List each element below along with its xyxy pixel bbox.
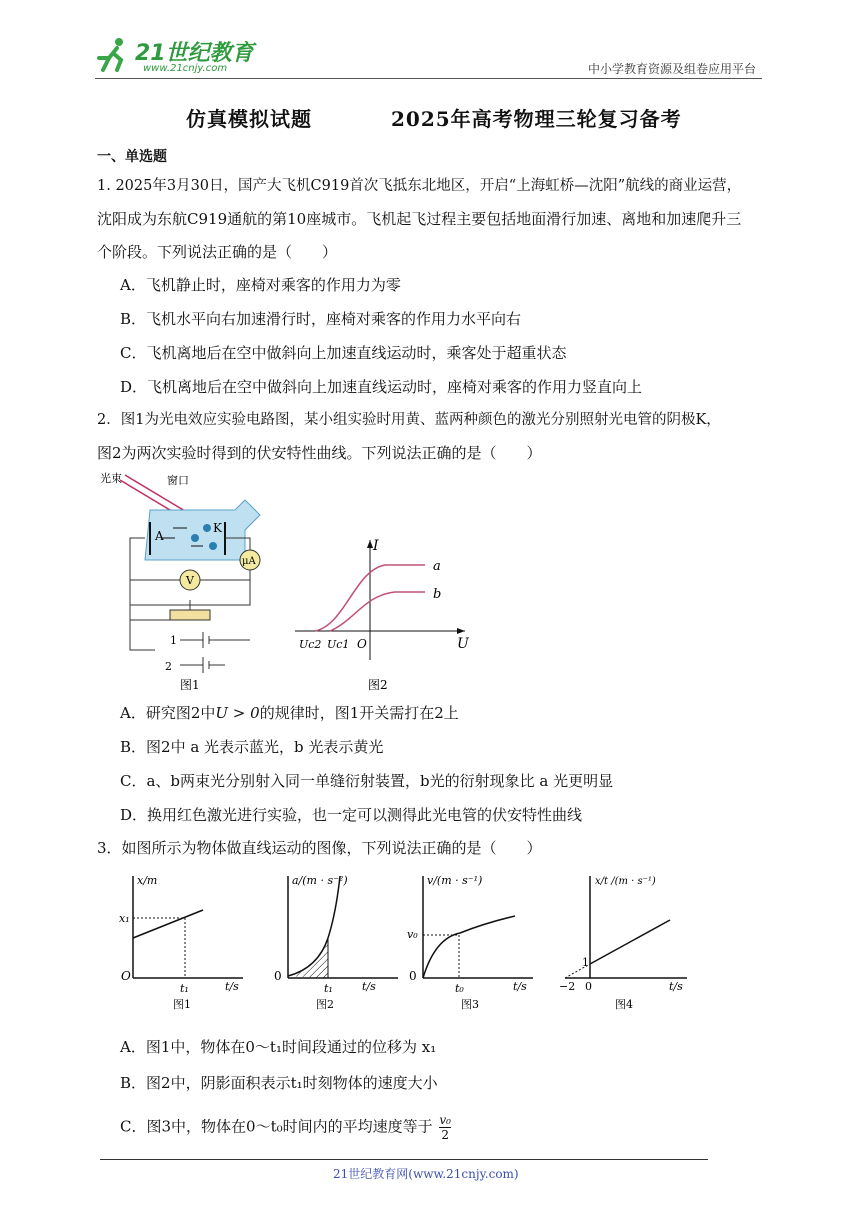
- uc2-label: Uc2: [299, 638, 322, 651]
- q1-line1: 1. 2025年3月30日，国产大飞机C919首次飞抵东北地区，开启“上海虹桥—沈阳”航线的商业运营，: [97, 178, 742, 194]
- title-right: 2025年高考物理三轮复习备考: [391, 107, 682, 131]
- q3-line1: 3．如图所示为物体做直线运动的图像，下列说法正确的是（ ）: [97, 839, 542, 857]
- q3-c-text: C．图3中，物体在0～t₀时间内的平均速度等于: [120, 1117, 433, 1136]
- g2-xlabel: t/s: [362, 980, 376, 993]
- cathode-label: K: [213, 521, 222, 535]
- g4-one: 1: [582, 956, 589, 969]
- q3-graph-2: [270, 868, 405, 1018]
- q2-option-b[interactable]: B．图2中 a 光表示蓝光，b 光表示黄光: [120, 738, 384, 756]
- q3-c-fraction: [439, 1113, 451, 1142]
- logo-name: 21世纪教育: [135, 41, 254, 66]
- g3-caption: 图3: [461, 998, 479, 1011]
- runner-icon: [95, 36, 135, 76]
- q2-iv-figure: [285, 530, 475, 695]
- window-label: 窗口: [167, 474, 189, 487]
- g1-xlabel: t/s: [225, 980, 239, 993]
- voltmeter-label: V: [186, 574, 194, 587]
- g1-t1: t₁: [180, 982, 189, 995]
- footer-text: 21世纪教育网(www.21cnjy.com): [333, 1167, 519, 1181]
- q3-option-c[interactable]: [120, 1113, 451, 1142]
- q2-line2: 图2为两次实验时得到的伏安特性曲线。下列说法正确的是（ ）: [97, 444, 542, 462]
- g3-v0: v₀: [407, 928, 418, 941]
- g3-xlabel: t/s: [513, 980, 527, 993]
- g3-t0: t₀: [455, 982, 464, 995]
- g3-ylabel: v/(m · s⁻¹): [427, 874, 483, 887]
- header-divider: [95, 78, 762, 79]
- q2-a-math: U > 0: [215, 704, 260, 722]
- q3-c-numerator: v₀: [439, 1113, 451, 1127]
- g2-caption: 图2: [316, 998, 334, 1011]
- g4-minus-two: −2: [559, 980, 576, 993]
- q3-graph-3: [405, 868, 545, 1018]
- origin-label: O: [357, 637, 367, 651]
- logo-url: www.21cnjy.com: [143, 63, 228, 74]
- q2-a-text-pre: A．研究图2中: [120, 704, 216, 722]
- switch-pos-2: 2: [165, 660, 172, 673]
- g1-caption: 图1: [173, 998, 191, 1011]
- q3-option-a[interactable]: A．图1中，物体在0～t₁时间段通过的位移为 x₁: [120, 1038, 437, 1056]
- q3-graph-4: [555, 868, 695, 1018]
- q2-a-text-post: 的规律时，图1开关需打在2上: [259, 704, 459, 722]
- q1-option-c[interactable]: C．飞机离地后在空中做斜向上加速直线运动时，乘客处于超重状态: [120, 344, 567, 362]
- q1-line2: 沈阳成为东航C919通航的第10座城市。飞机起飞过程主要包括地面滑行加速、离地和加速爬升三: [97, 210, 742, 228]
- curve-a-label: a: [433, 559, 441, 574]
- fig1-caption: 图1: [180, 678, 200, 692]
- u-axis-label: U: [457, 636, 469, 652]
- microammeter-label: μA: [242, 556, 256, 567]
- g1-x1: x₁: [119, 912, 130, 925]
- g4-origin: 0: [585, 980, 592, 993]
- q1-option-d[interactable]: D．飞机离地后在空中做斜向上加速直线运动时，座椅对乘客的作用力竖直向上: [120, 378, 643, 396]
- g4-xlabel: t/s: [669, 980, 683, 993]
- beam-label: 光束: [100, 472, 122, 485]
- platform-name: 中小学教育资源及组卷应用平台: [588, 62, 757, 76]
- footer-divider: [100, 1159, 708, 1160]
- fig2-caption: 图2: [368, 678, 388, 692]
- g4-ylabel: x/t /(m · s⁻¹): [595, 876, 656, 887]
- g2-t1: t₁: [324, 982, 333, 995]
- q1-option-b[interactable]: B．飞机水平向右加速滑行时，座椅对乘客的作用力水平向右: [120, 310, 522, 328]
- uc1-label: Uc1: [327, 638, 350, 651]
- q2-option-d[interactable]: D．换用红色激光进行实验，也一定可以测得此光电管的伏安特性曲线: [120, 806, 583, 824]
- section-heading: 一、单选题: [97, 149, 167, 165]
- switch-pos-1: 1: [170, 634, 177, 647]
- q2-line1: 2．图1为光电效应实验电路图，某小组实验时用黄、蓝两种颜色的激光分别照射光电管的阴极K，: [97, 412, 721, 428]
- q3-c-denominator: 2: [441, 1128, 449, 1142]
- q3-graph-1: [115, 868, 250, 1018]
- q2-circuit-figure: [95, 470, 270, 695]
- q3-option-b[interactable]: B．图2中，阴影面积表示t₁时刻物体的速度大小: [120, 1074, 438, 1092]
- q1-line3: 个阶段。下列说法正确的是（ ）: [97, 243, 338, 261]
- i-axis-label: I: [373, 538, 379, 554]
- g2-origin: 0: [274, 969, 282, 983]
- g4-caption: 图4: [615, 998, 633, 1011]
- logo: [95, 36, 265, 78]
- anode-label: A: [155, 529, 164, 543]
- g1-ylabel: x/m: [137, 874, 158, 887]
- q2-option-c[interactable]: C．a、b两束光分别射入同一单缝衍射装置，b光的衍射现象比 a 光更明显: [120, 772, 614, 790]
- curve-b-label: b: [433, 587, 442, 602]
- g1-origin: O: [121, 969, 131, 983]
- g3-origin: 0: [409, 969, 417, 983]
- q1-option-a[interactable]: A．飞机静止时，座椅对乘客的作用力为零: [120, 276, 401, 294]
- title-left: 仿真模拟试题: [186, 107, 312, 131]
- g2-ylabel: a/(m · s⁻²): [292, 874, 348, 887]
- q2-option-a[interactable]: [120, 703, 459, 723]
